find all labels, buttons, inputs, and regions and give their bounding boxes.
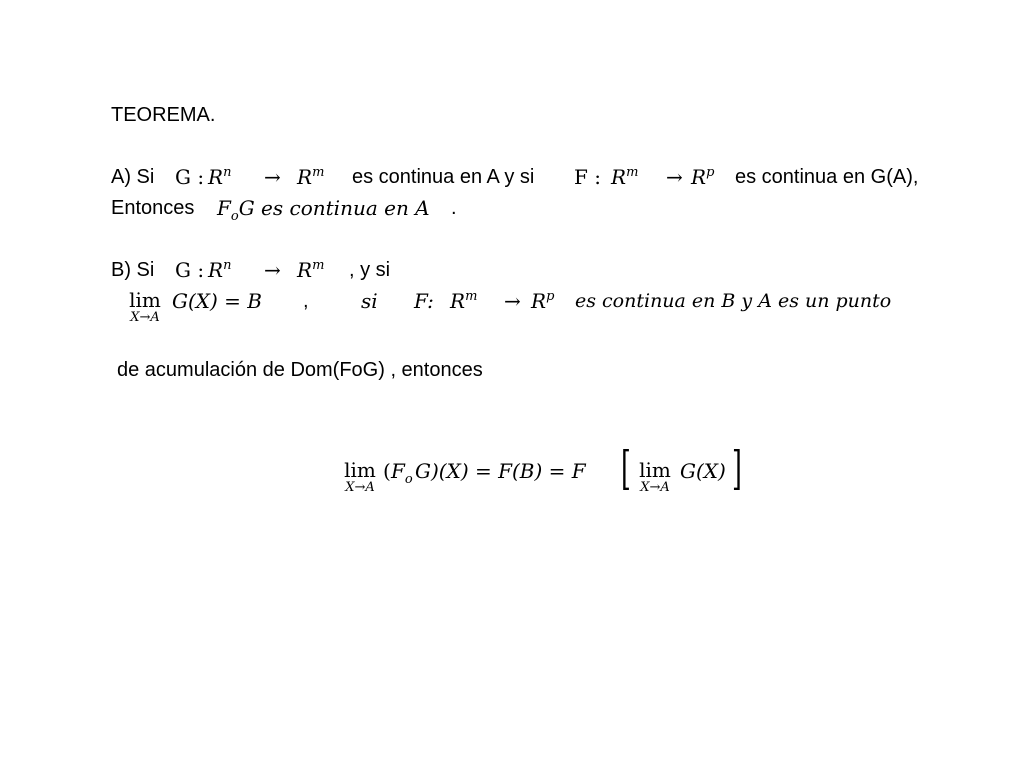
part-b-rn: $R^n$ [208,258,232,282]
part-b-tail: es continua en B y A es un punto [575,290,892,312]
theorem-title [111,103,215,127]
formula-inner-lim-under: X→A [640,480,670,495]
part-b-g-name: G : [175,258,205,282]
formula-bracket-right: ] [732,441,742,495]
part-a-text-continua: es continua en A y si [352,166,535,188]
part-a-f-name: F : [574,165,601,189]
formula-inner-lim-word: lim [639,458,671,482]
part-a-label: A) Si [111,166,155,188]
formula-lim-under: X→A [345,480,375,495]
formula-inner-expr-text: G(X) [680,459,726,483]
part-b-line-3-text: de acumulación de Dom(FoG) , entonces [117,359,483,381]
part-a-composition: $F_oG$ es continua en A [217,196,430,224]
part-b-line-3 [117,358,483,382]
part-b-line-1 [111,258,511,284]
part-b-f-cod: $R^p$ [531,289,555,313]
formula-limit [337,459,383,495]
part-a-period: . [451,197,457,219]
part-b-line-2 [172,289,962,315]
formula-lim-word: lim [344,458,376,482]
part-a-line-2 [111,196,611,222]
part-a-rm: $R^m$ [297,165,325,189]
part-a-f-cod: $R^p$ [691,165,715,189]
part-b-f-arrow: → [504,289,521,313]
part-b-rm: $R^m$ [297,258,325,282]
part-a-line-1 [111,165,961,191]
part-a-f-arrow: → [666,165,683,189]
formula-lhs [383,459,623,485]
title-text: TEOREMA. [111,104,216,126]
formula-rest: G)(X) = F(B) = F [415,459,586,483]
formula-open-paren: ( [383,459,391,483]
part-a-f-dom: $R^m$ [611,165,639,189]
part-b-arrow: → [264,258,281,282]
formula-bracket-left: [ [621,441,631,495]
part-a-text-end: es continua en G(A), [735,166,919,188]
formula-inner-limit [632,459,678,495]
part-b-f-dom: $R^m$ [450,289,478,313]
part-b-limit [122,289,168,325]
part-b-si: si [361,289,378,313]
part-b-label: B) Si [111,259,155,281]
part-a-entonces: Entonces [111,197,195,219]
part-a-arrow: → [264,165,281,189]
part-b-comma: , [303,290,309,312]
formula-inner-expr [680,459,726,483]
part-a-rn: $R^n$ [208,165,232,189]
part-a-g-name: G : [175,165,205,189]
part-b-lim-word: lim [129,288,161,312]
part-b-f-name: F: [414,289,434,313]
part-b-lim-under: X→A [130,310,160,325]
formula-composition: $F_o$ [391,459,413,487]
part-b-lim-expr: G(X) = B [172,289,262,313]
part-b-ysi: , y si [349,259,391,281]
